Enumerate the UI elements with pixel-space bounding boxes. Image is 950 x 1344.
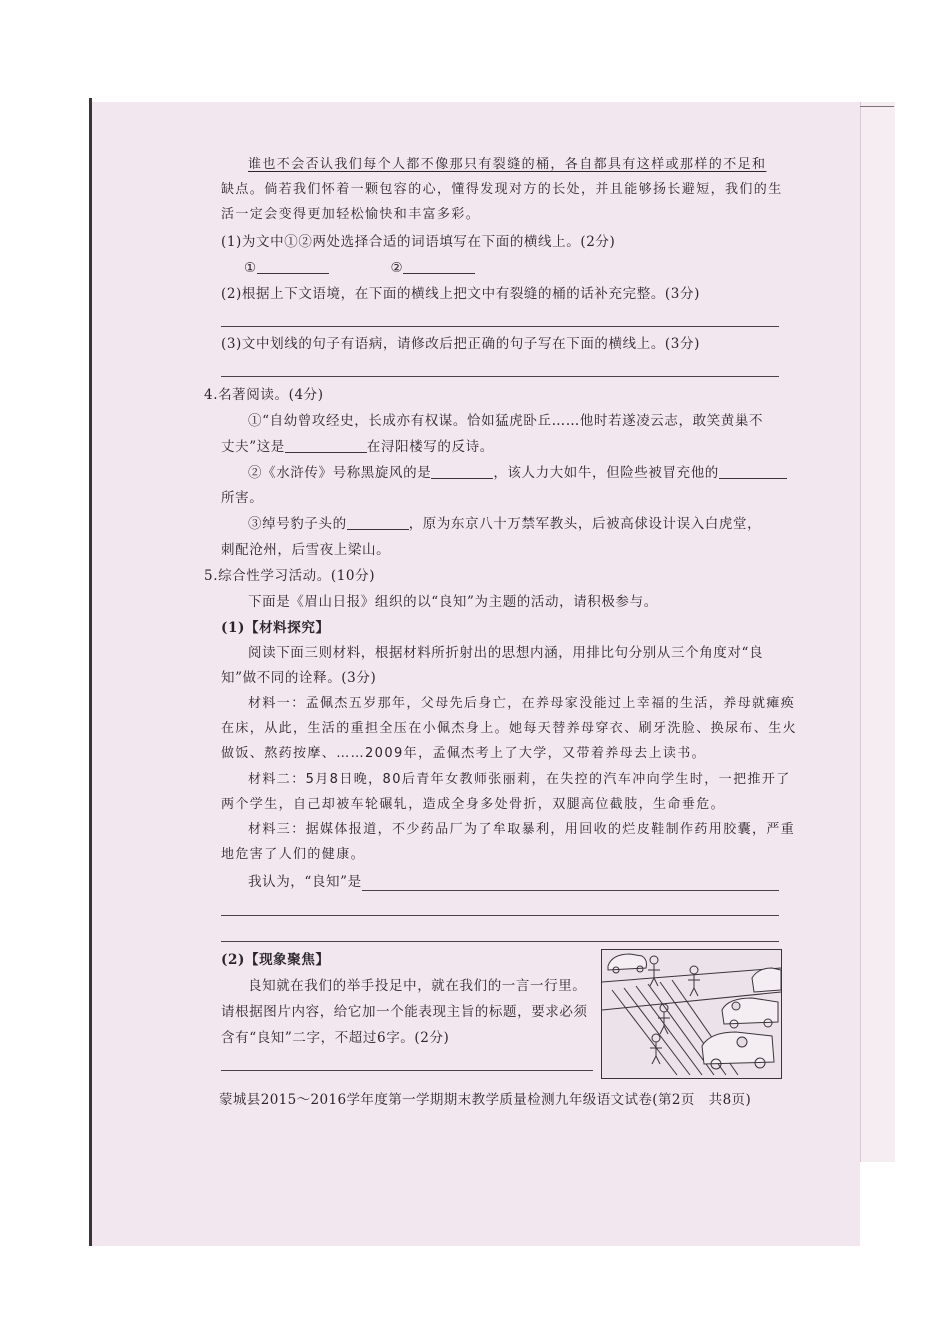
q4-item1-a: ①“自幼曾攻经史，长成亦有权谋。恰如猛虎卧丘……他时若遂凌云志，敢笑黄巢不 <box>248 413 764 429</box>
blank-1-label: ① <box>244 260 257 276</box>
q5-part2-b: 请根据图片内容，给它加一个能表现主旨的标题，要求必须 <box>221 1004 588 1020</box>
q4-item3-a: ③绰号豹子头的 ，原为东京八十万禁军教头，后被高俅设计误入白虎堂， <box>248 516 762 532</box>
passage-line-1: 谁也不会否认我们每个人都不像那只有裂缝的桶，各自都具有这样或那样的不足和 <box>248 157 767 172</box>
title-answer-line[interactable] <box>221 1070 593 1071</box>
material-3-b: 地危害了人们的健康。 <box>221 847 366 862</box>
q4-blank-3[interactable] <box>719 464 787 479</box>
q5-part1-desc-a: 阅读下面三则材料，根据材料所折射出的思想内涵，用排比句分别从三个角度对“良 <box>248 645 764 661</box>
q5-part1-desc-b: 知”做不同的诠释。(3分) <box>221 670 377 686</box>
q5-part2-c: 含有“良知”二字，不超过6字。(2分) <box>221 1030 450 1046</box>
q4-blank-2[interactable] <box>431 464 493 479</box>
q5-part2-a: 良知就在我们的举手投足中，就在我们的一言一行里。 <box>248 978 587 994</box>
q5-part1-title: (1)【材料探究】 <box>221 620 330 636</box>
answer-prompt: 我认为，“良知”是 <box>248 874 362 890</box>
q4-blank-1[interactable] <box>285 438 367 453</box>
back-page-rule <box>860 106 894 107</box>
q3-sub3: (3)文中划线的句子有语病，请修改后把正确的句子写在下面的横线上。(3分) <box>221 336 700 352</box>
q5-part2-title: (2)【现象聚焦】 <box>221 952 330 968</box>
blank-1-field[interactable] <box>257 259 329 274</box>
material-3-a: 材料三：据媒体报道，不少药品厂为了牟取暴利，用回收的烂皮鞋制作药用胶囊，严重 <box>248 822 796 837</box>
q4-item2-a: ②《水浒传》号称黑旋风的是 ，该人力大如牛，但险些被冒充他的 <box>248 463 787 483</box>
blank-2-field[interactable] <box>403 259 475 274</box>
q3-blank-row <box>244 258 475 278</box>
material-1-b: 在床，从此，生活的重担全压在小佩杰身上。她每天替养母穿衣、刷牙洗脸、换尿布、生火 <box>221 721 798 736</box>
answer-line-2[interactable] <box>221 915 779 916</box>
q3-sub1: (1)为文中①②两处选择合适的词语填写在下面的横线上。(2分) <box>221 234 616 250</box>
q5-intro: 下面是《眉山日报》组织的以“良知”为主题的活动，请积极参与。 <box>248 594 658 610</box>
q4-title: 4.名著阅读。(4分) <box>204 387 324 403</box>
q4-item2-c: 所害。 <box>221 490 264 506</box>
answer-line-3[interactable] <box>221 941 779 942</box>
q3-answer-line-1[interactable] <box>221 326 779 327</box>
material-1-c: 做饭、熬药按摩、……2009年，孟佩杰考上了大学，又带着养母去上读书。 <box>221 746 707 761</box>
q4-item1-b: 丈夫”这是 在浔阳楼写的反诗。 <box>221 439 494 455</box>
material-1-a: 材料一：孟佩杰五岁那年，父母先后身亡，在养母家没能过上幸福的生活，养母就瘫痪 <box>248 696 796 711</box>
crosswalk-illustration <box>602 950 781 1078</box>
q4-blank-4[interactable] <box>347 515 409 530</box>
crosswalk-cartoon <box>601 949 782 1079</box>
answer-line-1[interactable] <box>362 890 779 891</box>
passage-line-3: 活一定会变得更加轻松愉快和丰富多彩。 <box>221 207 481 222</box>
blank-2-label: ② <box>390 260 404 276</box>
q4-item3-c: 刺配沧州，后雪夜上梁山。 <box>221 542 391 558</box>
q5-title: 5.综合性学习活动。(10分) <box>204 568 376 584</box>
q3-sub2: (2)根据上下文语境，在下面的横线上把文中有裂缝的桶的话补充完整。(3分) <box>221 286 700 302</box>
q3-answer-line-2[interactable] <box>221 376 779 377</box>
back-page-edge <box>860 102 895 1162</box>
passage-line-2: 缺点。倘若我们怀着一颗包容的心，懂得发现对方的长处，并且能够扬长避短，我们的生 <box>221 182 783 197</box>
page-footer: 蒙城县2015～2016学年度第一学期期末教学质量检测九年级语文试卷(第2页 共8页) <box>219 1092 752 1108</box>
material-2-b: 两个学生，自己却被车轮碾轧，造成全身多处骨折，双腿高位截肢，生命垂危。 <box>221 797 726 812</box>
material-2-a: 材料二：5月8日晚，80后青年女教师张丽莉，在失控的汽车冲向学生时，一把推开了 <box>248 772 791 787</box>
